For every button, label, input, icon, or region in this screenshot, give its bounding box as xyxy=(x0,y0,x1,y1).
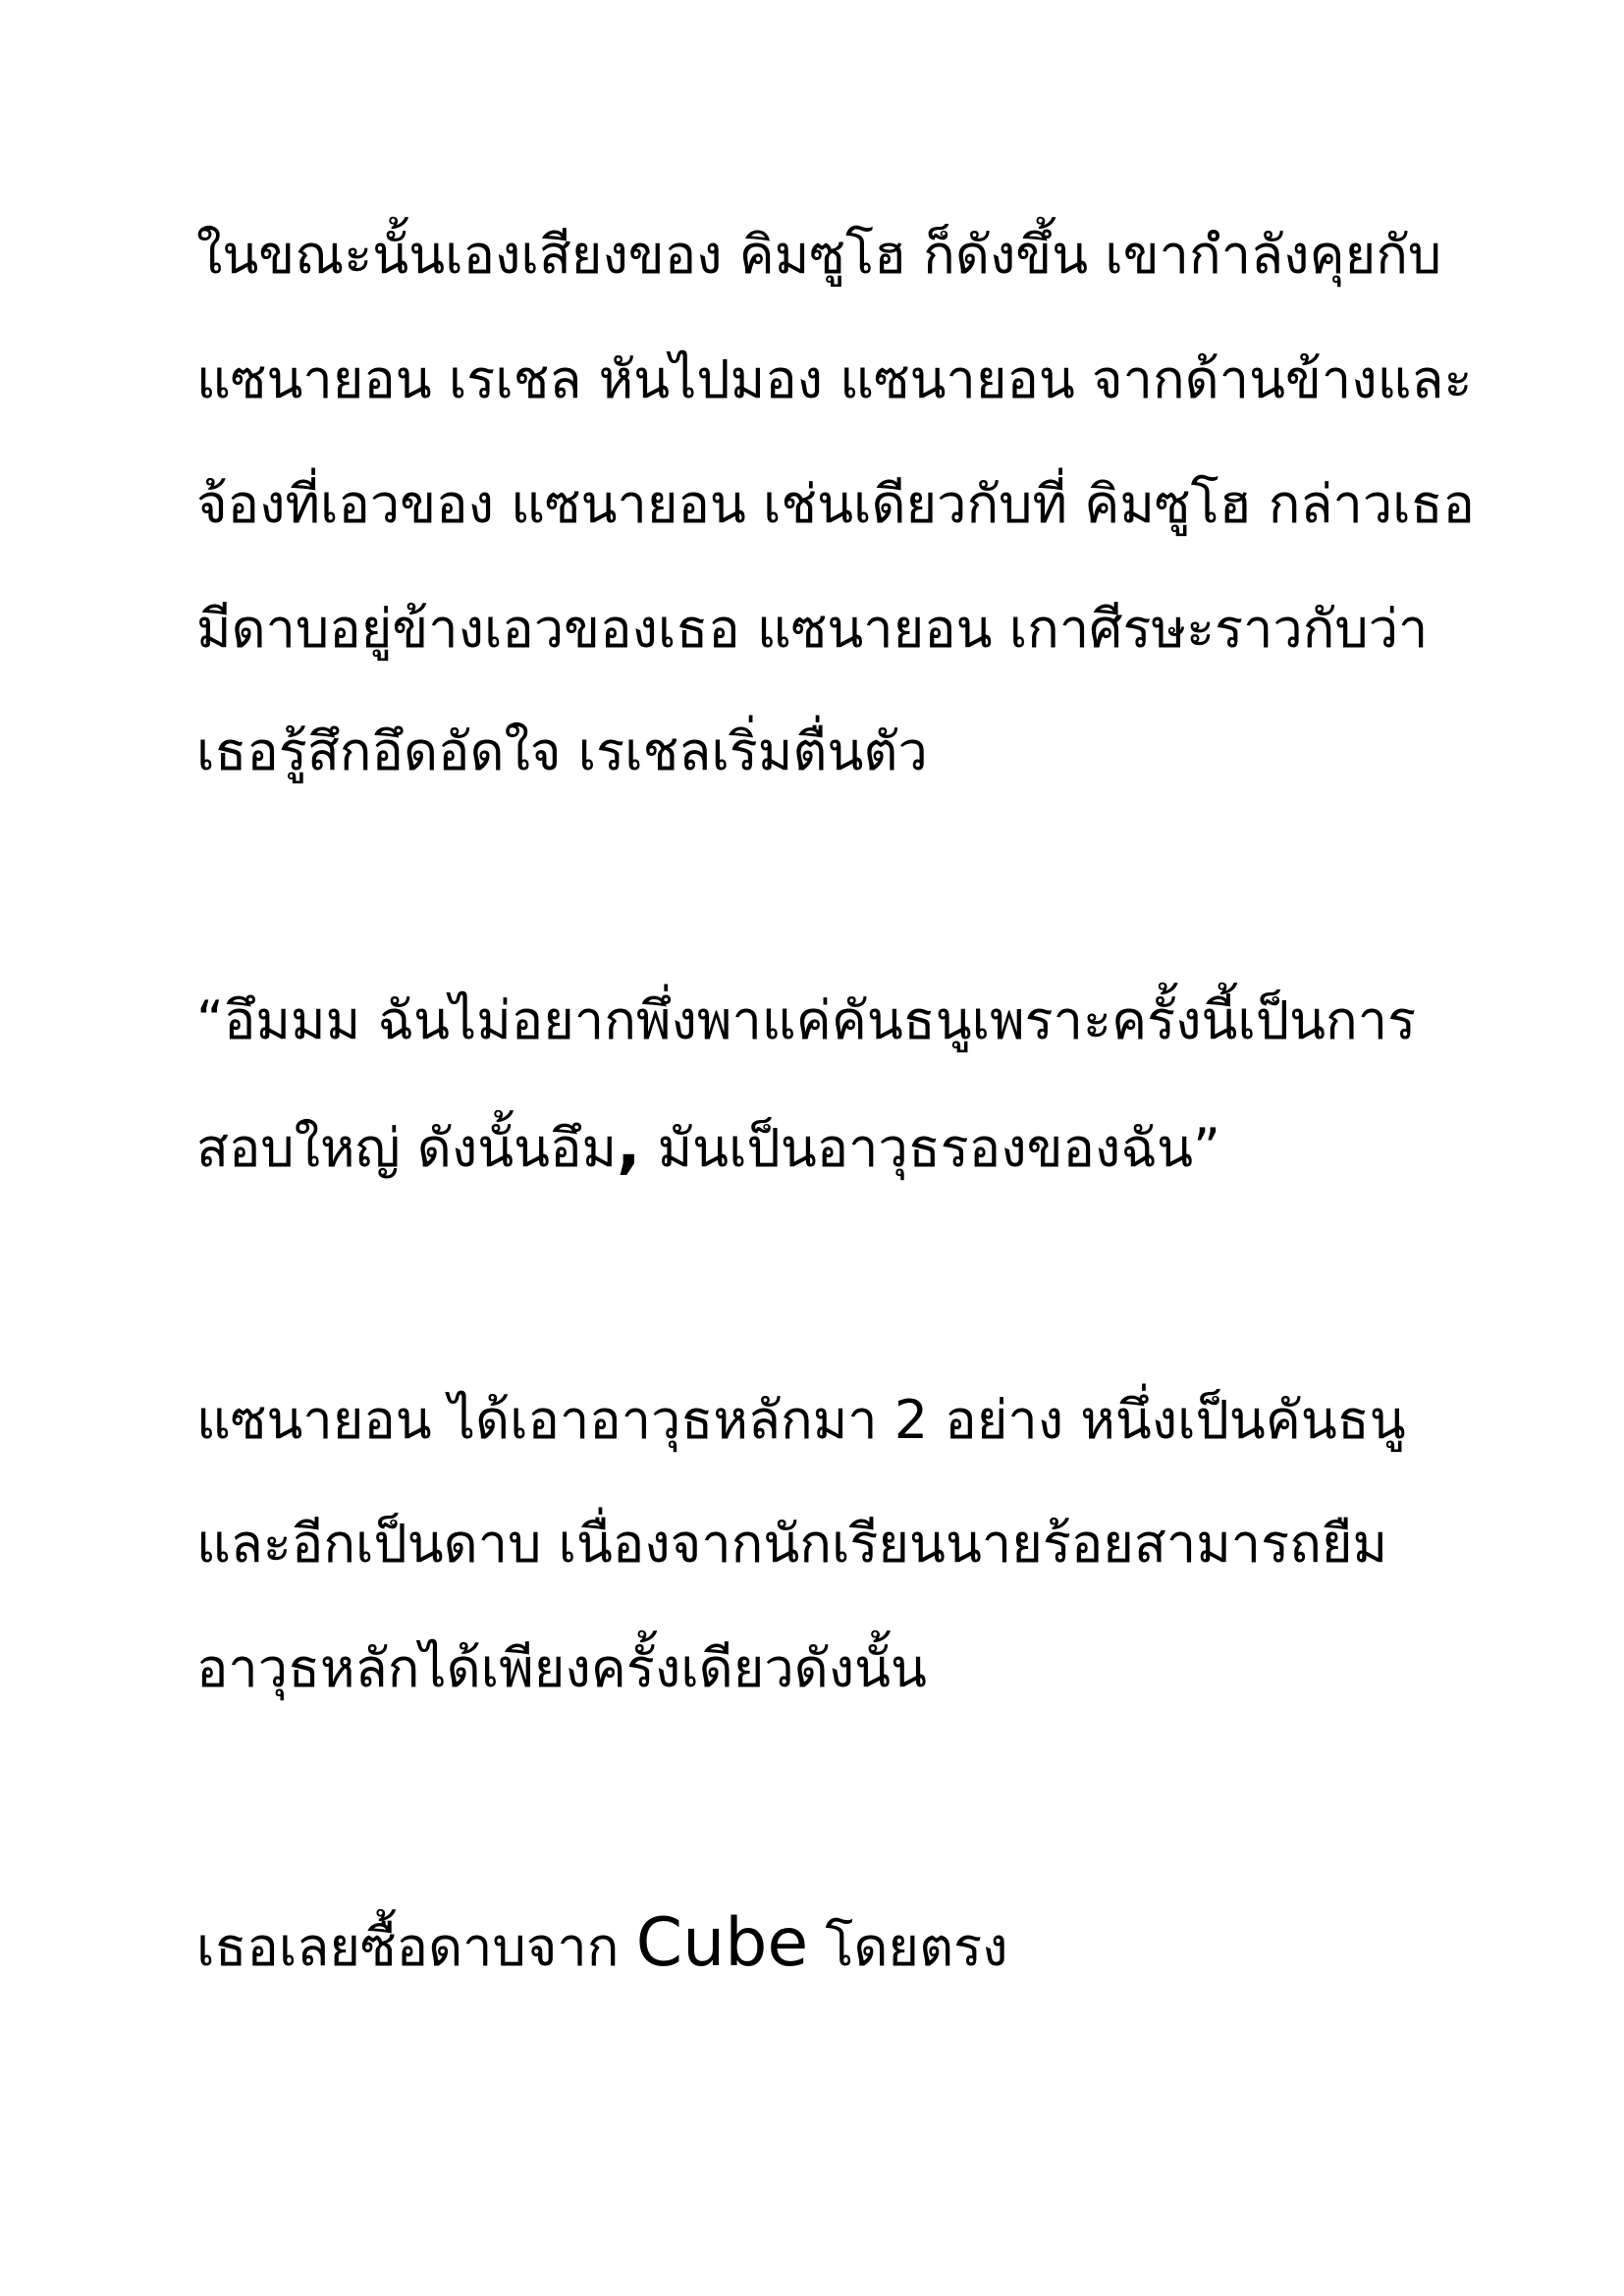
paragraph-2-comma: , xyxy=(617,1109,641,1182)
paragraph-4-end: โดยตรง xyxy=(808,1916,1008,1978)
paragraph-3-line-3: อาวุธหลักได้เพียงครั้งเดียวดังนั้น xyxy=(196,1637,927,1699)
paragraph-1-line-3: จ้องที่เอวของ แซนายอน เช่นเดียวกับที่ คิมซูโฮ กล่าวเธอ xyxy=(196,473,1475,535)
paragraph-3-line-2: และอีกเป็นดาบ เนื่องจากนักเรียนนายร้อยสามารถยืม xyxy=(196,1513,1388,1575)
paragraph-1-line-2: แซนายอน เรเชล หันไปมอง แซนายอน จากด้านข้างและ xyxy=(196,348,1473,410)
paragraph-1-line-4: มีดาบอยู่ข้างเอวของเธอ แซนายอน เกาศีรษะราวกับว่า xyxy=(196,598,1429,660)
paragraph-3-line-1: แซนายอน ได้เอาอาวุธหลักมา 2 อย่าง หนึ่งเป็นคันธนู xyxy=(196,1389,1406,1451)
paragraph-2-line-1: “อึมมม ฉันไม่อยากพึ่งพาแค่คันธนูเพราะครั้งนี้เป็นการ xyxy=(196,989,1417,1051)
paragraph-2-line-2-start: สอบใหญ่ ดังนั้นอึม xyxy=(196,1117,618,1179)
paragraph-2-line-2 xyxy=(196,1101,1473,1193)
paragraph-1-line-1: ในขณะนั้นเองเสียงของ คิมซูโฮ ก็ดังขึ้น เขากำลังคุยกับ xyxy=(196,224,1442,286)
paragraph-1-line-5: เธอรู้สึกอึดอัดใจ เรเชลเริ่มตื่นตัว xyxy=(196,721,928,782)
paragraph-4-start: เธอเลยซื้อดาบจาก xyxy=(196,1916,636,1978)
paragraph-2-line-2-end: มันเป็นอาวุธรองของฉัน” xyxy=(640,1117,1220,1179)
cube-brand-text: Cube xyxy=(635,1904,809,1982)
paragraph-4-line-1 xyxy=(196,1899,1473,1992)
